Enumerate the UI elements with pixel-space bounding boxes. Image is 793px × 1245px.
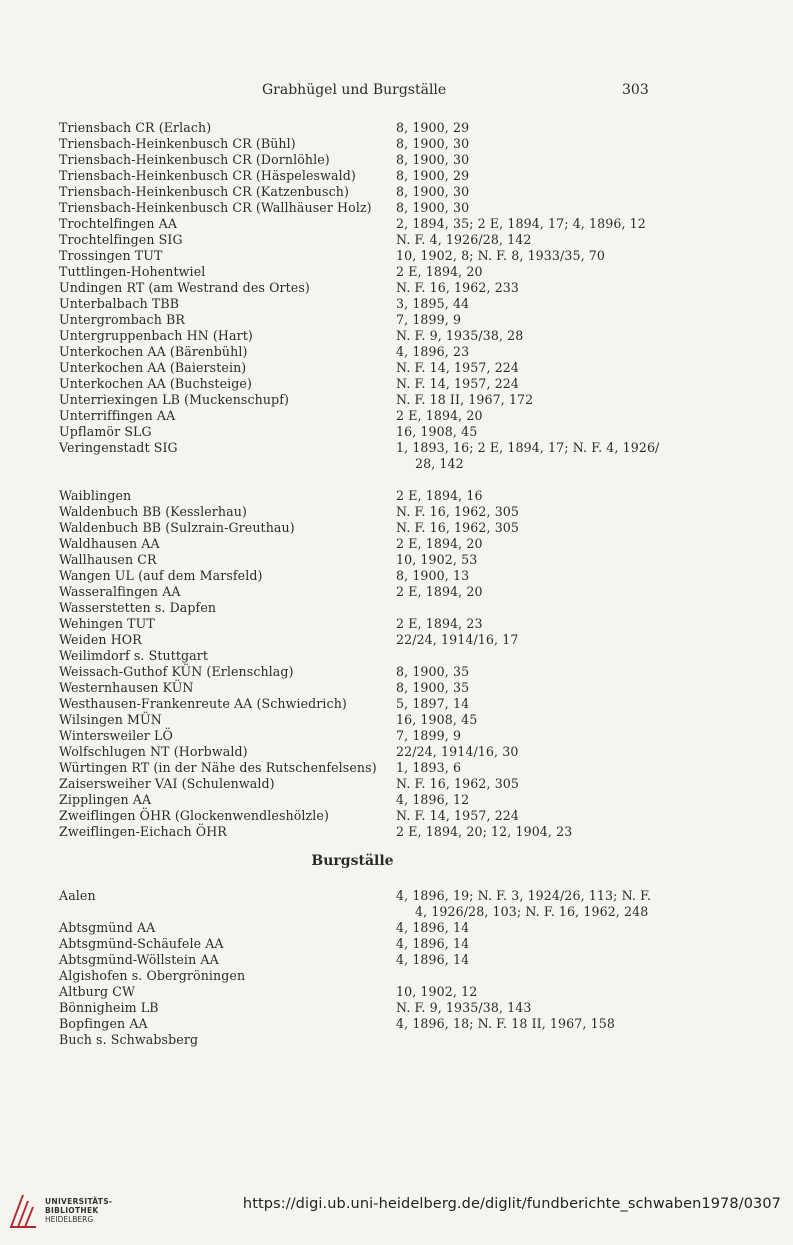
- entry-place: Wolfschlugen NT (Horbwald): [59, 744, 248, 759]
- index-entry: [59, 776, 659, 792]
- index-entry: [59, 680, 659, 696]
- entry-place: Abtsgmünd-Schäufele AA: [59, 936, 224, 951]
- entry-place: Trossingen TUT: [59, 248, 163, 263]
- index-entry: [59, 232, 659, 248]
- entry-place: Triensbach-Heinkenbusch CR (Häspeleswald): [59, 168, 356, 183]
- entry-reference: N. F. 16, 1962, 305: [396, 504, 520, 519]
- entry-place: Triensbach-Heinkenbusch CR (Wallhäuser Holz): [59, 200, 372, 215]
- entry-reference: 3, 1895, 44: [396, 296, 470, 311]
- index-entry: [59, 552, 659, 568]
- entry-place: Unterkochen AA (Baierstein): [59, 360, 247, 375]
- index-entry: [59, 632, 659, 648]
- entry-reference: 7, 1899, 9: [396, 312, 462, 327]
- index-entry: [59, 200, 659, 216]
- entry-reference: 2, 1894, 35; 2 E, 1894, 17; 4, 1896, 12: [396, 216, 646, 231]
- entry-reference: 8, 1900, 29: [396, 120, 470, 135]
- entry-reference: N. F. 9, 1935/38, 28: [396, 328, 524, 343]
- index-entry: [59, 824, 659, 840]
- entry-place: Westernhausen KÜN: [59, 680, 194, 695]
- entry-place: Upflamör SLG: [59, 424, 152, 439]
- entry-place: Wehingen TUT: [59, 616, 155, 631]
- entry-place: Zweiflingen-Eichach ÖHR: [59, 824, 227, 839]
- burgstaelle-index-list: [59, 888, 659, 1048]
- entry-place: Weilimdorf s. Stuttgart: [59, 648, 209, 663]
- index-entry: [59, 360, 659, 376]
- entry-place: Unterkochen AA (Bärenbühl): [59, 344, 248, 359]
- entry-place: Wilsingen MÜN: [59, 712, 162, 727]
- entry-reference: 4, 1896, 18; N. F. 18 II, 1967, 158: [396, 1016, 615, 1031]
- entry-place: Trochtelfingen AA: [59, 216, 178, 231]
- index-entry: [59, 424, 659, 440]
- entry-reference: 2 E, 1894, 20: [396, 264, 483, 279]
- index-entry: [59, 280, 659, 296]
- entry-reference: 10, 1902, 12: [396, 984, 478, 999]
- grabhuegel-index-list: [59, 120, 659, 840]
- index-entry: [59, 664, 659, 680]
- index-entry: [59, 440, 659, 456]
- index-entry: [59, 408, 659, 424]
- index-entry: [59, 312, 659, 328]
- index-entry: [59, 648, 659, 664]
- library-name: [45, 1197, 112, 1224]
- entry-reference: 2 E, 1894, 20: [396, 536, 483, 551]
- entry-reference: 2 E, 1894, 20: [396, 408, 483, 423]
- entry-reference: 8, 1900, 30: [396, 200, 470, 215]
- index-entry: [59, 536, 659, 552]
- index-entry: [59, 376, 659, 392]
- entry-reference: 4, 1896, 14: [396, 952, 470, 967]
- index-entry: [59, 520, 659, 536]
- entry-reference: 5, 1897, 14: [396, 696, 470, 711]
- entry-reference: 8, 1900, 30: [396, 136, 470, 151]
- entry-place: Aalen: [59, 888, 96, 903]
- entry-place: Zipplingen AA: [59, 792, 152, 807]
- index-entry: [59, 248, 659, 264]
- entry-place: Abtsgmünd AA: [59, 920, 156, 935]
- entry-place: Würtingen RT (in der Nähe des Rutschenfelsens): [59, 760, 377, 775]
- index-entry: [59, 392, 659, 408]
- entry-reference-continued: 28, 142: [415, 456, 464, 471]
- index-entry: [59, 952, 659, 968]
- index-entry-continuation: [59, 456, 659, 472]
- index-entry: [59, 264, 659, 280]
- index-entry: [59, 600, 659, 616]
- entry-place: Zweiflingen ÖHR (Glockenwendleshölzle): [59, 808, 329, 823]
- entry-reference: 4, 1896, 19; N. F. 3, 1924/26, 113; N. F.: [396, 888, 652, 903]
- running-title: Grabhügel und Burgställe: [262, 82, 447, 98]
- entry-reference: 2 E, 1894, 20: [396, 584, 483, 599]
- entry-reference: 10, 1902, 8; N. F. 8, 1933/35, 70: [396, 248, 606, 263]
- entry-place: Weiden HOR: [59, 632, 142, 647]
- index-entry: [59, 328, 659, 344]
- entry-place: Bönnigheim LB: [59, 1000, 159, 1015]
- entry-reference: 4, 1896, 23: [396, 344, 470, 359]
- entry-reference: 16, 1908, 45: [396, 424, 478, 439]
- entry-reference: N. F. 14, 1957, 224: [396, 360, 520, 375]
- library-name-line1: UNIVERSITÄTS-: [45, 1197, 113, 1206]
- entry-reference: 8, 1900, 30: [396, 152, 470, 167]
- entry-place: Triensbach-Heinkenbusch CR (Dornlöhle): [59, 152, 330, 167]
- index-entry: [59, 728, 659, 744]
- library-name-line2: BIBLIOTHEK: [45, 1206, 99, 1215]
- entry-reference: 22/24, 1914/16, 30: [396, 744, 519, 759]
- entry-place: Untergrombach BR: [59, 312, 185, 327]
- entry-place: Wintersweiler LÖ: [59, 728, 173, 743]
- entry-reference: 8, 1900, 13: [396, 568, 470, 583]
- index-entry: [59, 968, 659, 984]
- list-spacer: [59, 472, 659, 488]
- entry-reference: N. F. 16, 1962, 233: [396, 280, 520, 295]
- entry-place: Westhausen-Frankenreute AA (Schwiedrich): [59, 696, 347, 711]
- index-entry: [59, 760, 659, 776]
- library-name-line3: HEIDELBERG: [45, 1215, 94, 1224]
- entry-place: Wasserstetten s. Dapfen: [59, 600, 217, 615]
- index-entry: [59, 296, 659, 312]
- entry-place: Unterbalbach TBB: [59, 296, 180, 311]
- index-entry: [59, 1032, 659, 1048]
- entry-reference: 1, 1893, 16; 2 E, 1894, 17; N. F. 4, 1926/: [396, 440, 660, 455]
- entry-reference-continued: 4, 1926/28, 103; N. F. 16, 1962, 248: [415, 904, 649, 919]
- index-entry: [59, 712, 659, 728]
- running-header: [0, 82, 793, 102]
- index-entry: [59, 696, 659, 712]
- index-entry: [59, 792, 659, 808]
- entry-place: Trochtelfingen SIG: [59, 232, 183, 247]
- entry-reference: 4, 1896, 12: [396, 792, 470, 807]
- entry-place: Triensbach-Heinkenbusch CR (Katzenbusch): [59, 184, 349, 199]
- entry-reference: 8, 1900, 35: [396, 680, 470, 695]
- entry-place: Altburg CW: [59, 984, 136, 999]
- entry-reference: 10, 1902, 53: [396, 552, 478, 567]
- entry-reference: 22/24, 1914/16, 17: [396, 632, 519, 647]
- entry-place: Veringenstadt SIG: [59, 440, 178, 455]
- index-entry: [59, 1016, 659, 1032]
- entry-place: Weissach-Guthof KÜN (Erlenschlag): [59, 664, 294, 679]
- entry-place: Waldenbuch BB (Sulzrain-Greuthau): [59, 520, 295, 535]
- entry-place: Buch s. Schwabsberg: [59, 1032, 199, 1047]
- entry-place: Waldhausen AA: [59, 536, 160, 551]
- entry-reference: N. F. 4, 1926/28, 142: [396, 232, 532, 247]
- entry-place: Abtsgmünd-Wöllstein AA: [59, 952, 219, 967]
- index-entry: [59, 152, 659, 168]
- entry-reference: N. F. 14, 1957, 224: [396, 808, 520, 823]
- entry-reference: 7, 1899, 9: [396, 728, 462, 743]
- index-entry: [59, 1000, 659, 1016]
- entry-reference: N. F. 18 II, 1967, 172: [396, 392, 534, 407]
- library-logo-icon: [8, 1193, 38, 1229]
- section-heading-text: Burgställe: [311, 853, 394, 869]
- entry-place: Unterriexingen LB (Muckenschupf): [59, 392, 289, 407]
- entry-reference: 4, 1896, 14: [396, 920, 470, 935]
- index-entry-continuation: [59, 904, 659, 920]
- entry-place: Wasseralfingen AA: [59, 584, 181, 599]
- footer-bar: [0, 1188, 793, 1234]
- entry-reference: 8, 1900, 35: [396, 664, 470, 679]
- index-entry: [59, 568, 659, 584]
- index-entry: [59, 344, 659, 360]
- entry-place: Unterkochen AA (Buchsteige): [59, 376, 252, 391]
- index-entry: [59, 984, 659, 1000]
- index-entry: [59, 504, 659, 520]
- index-entry: [59, 168, 659, 184]
- page-number: 303: [622, 82, 649, 98]
- index-entry: [59, 744, 659, 760]
- entry-reference: 4, 1896, 14: [396, 936, 470, 951]
- entry-reference: 8, 1900, 29: [396, 168, 470, 183]
- index-entry: [59, 136, 659, 152]
- entry-place: Undingen RT (am Westrand des Ortes): [59, 280, 310, 295]
- index-entry: [59, 936, 659, 952]
- entry-reference: N. F. 16, 1962, 305: [396, 776, 520, 791]
- entry-place: Wallhausen CR: [59, 552, 157, 567]
- entry-place: Zaisersweiher VAI (Schulenwald): [59, 776, 275, 791]
- entry-reference: 1, 1893, 6: [396, 760, 462, 775]
- entry-place: Triensbach-Heinkenbusch CR (Bühl): [59, 136, 296, 151]
- index-entry: [59, 184, 659, 200]
- index-entry: [59, 216, 659, 232]
- index-entry: [59, 808, 659, 824]
- index-entry: [59, 888, 659, 904]
- entry-place: Waiblingen: [59, 488, 132, 503]
- index-entry: [59, 920, 659, 936]
- source-url-link[interactable]: https://digi.ub.uni-heidelberg.de/diglit/fundberichte_schwaben1978/0307: [242, 1196, 781, 1212]
- entry-place: Tuttlingen-Hohentwiel: [59, 264, 206, 279]
- entry-place: Bopfingen AA: [59, 1016, 148, 1031]
- entry-place: Waldenbuch BB (Kesslerhau): [59, 504, 247, 519]
- entry-reference: 2 E, 1894, 23: [396, 616, 483, 631]
- entry-reference: N. F. 16, 1962, 305: [396, 520, 520, 535]
- entry-place: Wangen UL (auf dem Marsfeld): [59, 568, 263, 583]
- entry-place: Algishofen s. Obergröningen: [59, 968, 246, 983]
- entry-reference: 16, 1908, 45: [396, 712, 478, 727]
- entry-place: Untergruppenbach HN (Hart): [59, 328, 253, 343]
- entry-reference: 2 E, 1894, 20; 12, 1904, 23: [396, 824, 573, 839]
- entry-reference: 2 E, 1894, 16: [396, 488, 483, 503]
- index-entry: [59, 584, 659, 600]
- entry-place: Triensbach CR (Erlach): [59, 120, 212, 135]
- entry-place: Unterriffingen AA: [59, 408, 176, 423]
- index-entry: [59, 120, 659, 136]
- section-heading: [0, 853, 793, 869]
- entry-reference: 8, 1900, 30: [396, 184, 470, 199]
- index-entry: [59, 488, 659, 504]
- entry-reference: N. F. 14, 1957, 224: [396, 376, 520, 391]
- entry-reference: N. F. 9, 1935/38, 143: [396, 1000, 532, 1015]
- index-entry: [59, 616, 659, 632]
